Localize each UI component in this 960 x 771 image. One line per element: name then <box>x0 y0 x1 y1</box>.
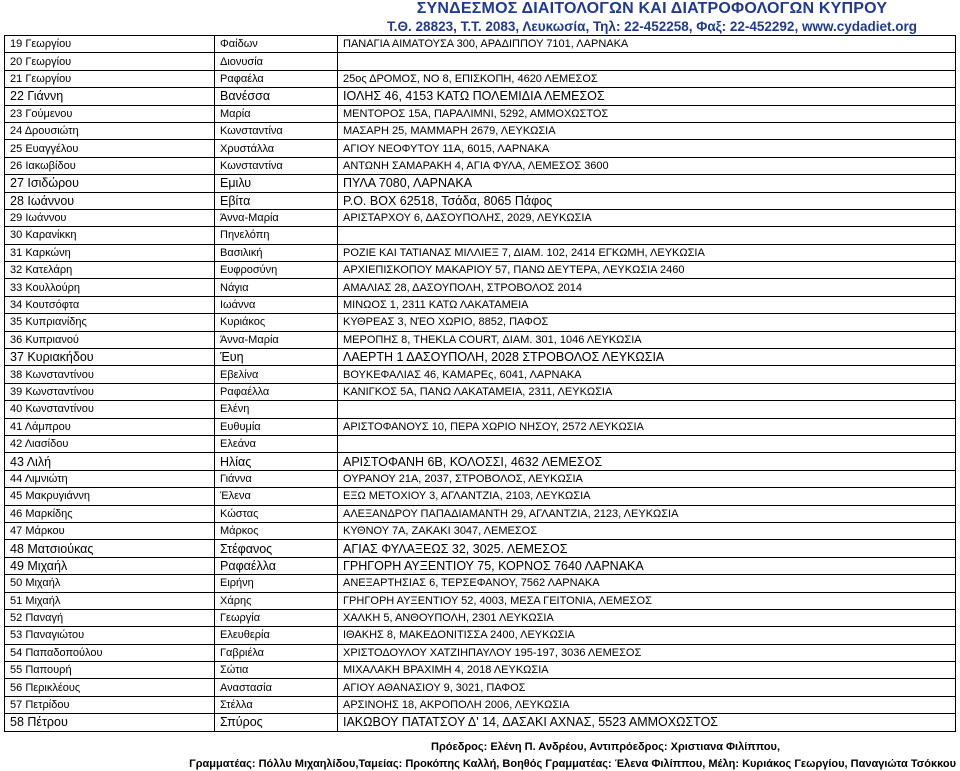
member-surname: Παναγή <box>25 612 64 625</box>
member-number-surname-cell <box>5 488 215 505</box>
member-number: 27 <box>10 176 24 191</box>
member-surname: Πετρίδου <box>25 699 70 712</box>
member-surname: Καρκώνη <box>25 246 71 259</box>
member-address: ΙΑΚΩΒΟΥ ΠΑΤΑΤΣΟΥ Δ' 14, ΔΑΣΑΚΙ ΑΧΝΑΣ, 5523 ΑΜΜΟΧΩΣΤΟΣ <box>338 714 956 731</box>
member-number: 44 <box>10 472 23 485</box>
member-address: ΑΝΤΩΝΗ ΣΑΜΑΡΑΚΗ 4, ΑΓΙΑ ΦΥΛΑ, ΛΕΜΕΣΟΣ 3600 <box>338 157 956 174</box>
member-first-name: Κώστας <box>215 505 338 522</box>
member-surname: Πέτρου <box>27 715 68 730</box>
member-surname: Κυριακήδου <box>27 350 94 365</box>
member-surname: Κουλλούρη <box>25 281 80 294</box>
member-number-surname-cell <box>5 609 215 626</box>
table-row <box>5 522 956 539</box>
member-surname: Κατελάρη <box>25 264 73 277</box>
member-first-name: Χρυστάλλα <box>215 140 338 157</box>
footer-officers-line2: Γραμματέας: Πόλλυ Μιχαηλίδου,Ταμείας: Προκόπης Καλλή, Βοηθός Γραμματέας: Έλενα Φιλίππου, Μέλη: Κυριάκος Γεωργίου, Παναγιώτα Τσόκκου <box>189 758 956 770</box>
member-first-name: Ευφροσύνη <box>215 262 338 279</box>
member-number: 46 <box>10 507 23 520</box>
member-address: ΒΟΥΚΕΦΑΛΙΑΣ 46, ΚΑΜΑΡΕς, 6041, ΛΑΡΝΑΚΑ <box>338 366 956 383</box>
member-number: 31 <box>10 246 23 259</box>
member-first-name: Στέφανος <box>215 540 338 557</box>
member-number-surname-cell <box>5 122 215 139</box>
member-surname: Ευαγγέλου <box>25 142 79 155</box>
member-number-surname-cell <box>5 296 215 313</box>
member-first-name: Μάρκος <box>215 522 338 539</box>
member-number-surname-cell <box>5 575 215 592</box>
member-address: ΙΟΛΗΣ 46, 4153 ΚΑΤΩ ΠΟΛΕΜΙΔΙΑ ΛΕΜΕΣΟΣ <box>338 88 956 105</box>
member-number: 37 <box>10 350 24 365</box>
member-number: 56 <box>10 681 23 694</box>
member-number: 43 <box>10 454 24 469</box>
table-row <box>5 557 956 574</box>
member-first-name: Έυη <box>215 349 338 366</box>
member-number-surname-cell <box>5 314 215 331</box>
member-address: ΟΥΡΑΝΟΥ 21Α, 2037, ΣΤΡΟΒΟΛΟΣ, ΛΕΥΚΩΣΙΑ <box>338 470 956 487</box>
member-first-name: Σώτια <box>215 662 338 679</box>
member-number-surname-cell <box>5 714 215 731</box>
member-first-name: Εβελίνα <box>215 366 338 383</box>
member-surname: Μάρκου <box>25 525 65 538</box>
member-surname: Μαρκίδης <box>25 507 73 520</box>
member-number: 35 <box>10 316 23 329</box>
table-row <box>5 696 956 713</box>
member-address: ΑΡΣΙΝΟΗΣ 18, ΑΚΡΟΠΟΛΗ 2006, ΛΕΥΚΩΣΙΑ <box>338 696 956 713</box>
table-row <box>5 331 956 348</box>
member-surname: Λιασίδου <box>24 438 69 451</box>
member-first-name: Κωνσταντίνα <box>215 157 338 174</box>
member-number-surname-cell <box>5 209 215 226</box>
member-first-name: Πηνελόπη <box>215 227 338 244</box>
member-surname: Κωνσταντίνου <box>25 403 94 416</box>
member-address: ΚΥΘΝΟΥ 7Α, ΖΑΚΑΚΙ 3047, ΛΕΜΕΣΟΣ <box>338 522 956 539</box>
member-first-name: Σπύρος <box>215 714 338 731</box>
table-row <box>5 418 956 435</box>
member-number: 41 <box>10 420 23 433</box>
member-first-name: Ραφαέλα <box>215 70 338 87</box>
table-row <box>5 366 956 383</box>
member-number: 29 <box>10 212 23 225</box>
member-number: 28 <box>10 193 24 208</box>
member-number: 32 <box>10 264 23 277</box>
member-first-name: Ευθυμία <box>215 418 338 435</box>
member-number-surname-cell <box>5 401 215 418</box>
member-number: 52 <box>10 612 23 625</box>
member-address: ΠΥΛΑ 7080, ΛΑΡΝΑΚΑ <box>338 175 956 192</box>
member-first-name: Κωνσταντίνα <box>215 122 338 139</box>
member-first-name: Βασιλική <box>215 244 338 261</box>
member-surname: Παναγιώτου <box>25 629 85 642</box>
member-address <box>338 401 956 418</box>
member-number-surname-cell <box>5 627 215 644</box>
member-address: ΧΡΙΣΤΟΔΟΥΛΟΥ ΧΑΤΖΙΗΠΑΥΛΟΥ 195-197, 3036 ΛΕΜΕΣΟΣ <box>338 644 956 661</box>
member-first-name: Γεωργία <box>215 609 338 626</box>
member-number-surname-cell <box>5 140 215 157</box>
member-number: 48 <box>10 541 24 556</box>
member-surname: Περικλέους <box>25 681 81 694</box>
member-number-surname-cell <box>5 557 215 574</box>
member-first-name: Χάρης <box>215 592 338 609</box>
table-row <box>5 175 956 192</box>
member-surname: Κουτσόφτα <box>25 299 80 312</box>
member-number-surname-cell <box>5 262 215 279</box>
table-row <box>5 105 956 122</box>
table-row <box>5 383 956 400</box>
member-address: Ρ.Ο. ΒΟΧ 62518, Τσάδα, 8065 Πάφος <box>338 192 956 209</box>
table-row <box>5 192 956 209</box>
member-address: ΓΡΗΓΟΡΗ ΑΥΞΕΝΤΙΟΥ 75, ΚΟΡΝΟΣ 7640 ΛΑΡΝΑΚΑ <box>338 557 956 574</box>
member-number-surname-cell <box>5 53 215 70</box>
table-row <box>5 453 956 470</box>
member-address <box>338 53 956 70</box>
member-first-name: Κυριάκος <box>215 314 338 331</box>
member-number: 42 <box>10 438 23 451</box>
member-surname: Μακρυγιάννη <box>25 490 91 503</box>
member-address: ΑΓΙΟΥ ΑΘΑΝΑΣΙΟΥ 9, 3021, ΠΑΦΟΣ <box>338 679 956 696</box>
member-surname: Δρουσιώτη <box>24 125 79 138</box>
member-number-surname-cell <box>5 435 215 452</box>
member-number-surname-cell <box>5 88 215 105</box>
member-number: 53 <box>10 629 23 642</box>
member-number: 25 <box>10 142 23 155</box>
member-first-name: Ιωάννα <box>215 296 338 313</box>
member-first-name: Ελένη <box>215 401 338 418</box>
member-address: ΑΛΕΞΑΝΔΡΟΥ ΠΑΠΑΔΙΑΜΑΝΤΗ 29, ΑΓΛΑΝΤΖΙΑ, 2123, ΛΕΥΚΩΣΙΑ <box>338 505 956 522</box>
member-number: 38 <box>10 368 23 381</box>
member-number: 51 <box>10 594 23 607</box>
member-surname: Λιμνιώτη <box>24 472 68 485</box>
table-row <box>5 314 956 331</box>
table-row <box>5 122 956 139</box>
member-address: ΑΡΙΣΤΑΡΧΟΥ 6, ΔΑΣΟΥΠΟΛΗΣ, 2029, ΛΕΥΚΩΣΙΑ <box>338 209 956 226</box>
table-row <box>5 349 956 366</box>
member-surname: Καρανίκκη <box>25 229 77 242</box>
member-number: 49 <box>10 558 24 573</box>
member-surname: Κυπριανίδης <box>25 316 87 329</box>
table-row <box>5 714 956 731</box>
member-first-name: Εμιλυ <box>215 175 338 192</box>
footer-officers-line1: Πρόεδρος: Ελένη Π. Ανδρέου, Αντιπρόεδρος: Χριστιανα Φιλίππου, <box>431 741 780 753</box>
table-row <box>5 88 956 105</box>
member-first-name: Αναστασία <box>215 679 338 696</box>
member-address: ΙΘΑΚΗΣ 8, ΜΑΚΕΔΟΝΙΤΙΣΣΑ 2400, ΛΕΥΚΩΣΙΑ <box>338 627 956 644</box>
member-number-surname-cell <box>5 366 215 383</box>
member-address: ΓΡΗΓΟΡΗ ΑΥΞΕΝΤΙΟΥ 52, 4003, ΜΕΣΑ ΓΕΙΤΟΝΙΑ, ΛΕΜΕΣΟΣ <box>338 592 956 609</box>
member-surname: Κωνσταντίνου <box>25 368 94 381</box>
member-number-surname-cell <box>5 592 215 609</box>
member-number-surname-cell <box>5 349 215 366</box>
member-surname: Παπουρή <box>25 664 72 677</box>
member-number: 34 <box>10 299 23 312</box>
member-surname: Μιχαήλ <box>27 558 68 573</box>
member-number: 39 <box>10 386 23 398</box>
member-number: 21 <box>10 72 23 85</box>
member-number: 22 <box>10 89 24 104</box>
table-row <box>5 505 956 522</box>
association-contact: Τ.Θ. 28823, Τ.Τ. 2083, Λευκωσία, Τηλ: 22-452258, Φαξ: 22-452292, www.cydadiet.org <box>387 19 917 34</box>
member-address: ΡΟΖΙΕ ΚΑΙ ΤΑΤΙΑΝΑΣ ΜΙΛΛΙΕΞ 7, ΔΙΑΜ. 102, 2414 ΕΓΚΩΜΗ, ΛΕΥΚΩΣΙΑ <box>338 244 956 261</box>
table-row <box>5 296 956 313</box>
member-number: 40 <box>10 403 23 416</box>
member-number-surname-cell <box>5 662 215 679</box>
member-first-name: Φαίδων <box>215 36 338 53</box>
table-row <box>5 209 956 226</box>
table-row <box>5 662 956 679</box>
member-address: ΑΓΙΑΣ ΦΥΛΑΞΕΩΣ 32, 3025. ΛΕΜΕΣΟΣ <box>338 540 956 557</box>
member-surname: Γιάννη <box>27 89 64 104</box>
member-number-surname-cell <box>5 279 215 296</box>
member-number: 54 <box>10 646 23 659</box>
member-first-name: Ελεάνα <box>215 435 338 452</box>
member-number: 20 <box>10 55 23 68</box>
member-number: 55 <box>10 664 23 677</box>
table-row <box>5 488 956 505</box>
member-number: 58 <box>10 715 24 730</box>
table-row <box>5 36 956 53</box>
member-number-surname-cell <box>5 36 215 53</box>
member-address: ΜΙΧΑΛΑΚΗ ΒΡΑΧΙΜΗ 4, 2018 ΛΕΥΚΩΣΙΑ <box>338 662 956 679</box>
member-number-surname-cell <box>5 331 215 348</box>
member-address: ΑΝΕΞΑΡΤΗΣΙΑΣ 6, ΤΕΡΣΕΦΑΝΟΥ, 7562 ΛΑΡΝΑΚΑ <box>338 575 956 592</box>
member-surname: Ματσιούκας <box>27 541 94 556</box>
member-number: 26 <box>10 159 23 172</box>
member-surname: Γεωργίου <box>25 55 72 68</box>
member-number-surname-cell <box>5 175 215 192</box>
table-row <box>5 592 956 609</box>
member-surname: Ιακωβίδου <box>25 159 76 172</box>
member-number-surname-cell <box>5 70 215 87</box>
member-number-surname-cell <box>5 470 215 487</box>
member-number-surname-cell <box>5 418 215 435</box>
member-address: ΜΑΣΑΡΗ 25, ΜΑΜΜΑΡΗ 2679, ΛΕΥΚΩΣΙΑ <box>338 122 956 139</box>
member-number-surname-cell <box>5 505 215 522</box>
member-number: 19 <box>10 38 23 51</box>
member-first-name: Γιάννα <box>215 470 338 487</box>
table-row <box>5 644 956 661</box>
table-row <box>5 227 956 244</box>
association-name: ΣΥΝΔΕΣΜΟΣ ΔΙΑΙΤΟΛΟΓΩΝ ΚΑΙ ΔΙΑΤΡΟΦΟΛΟΓΩΝ ΚΥΠΡΟΥ <box>416 0 888 17</box>
member-surname: Παπαδοπούλου <box>25 646 103 659</box>
table-row <box>5 70 956 87</box>
table-row <box>5 262 956 279</box>
table-row <box>5 435 956 452</box>
member-first-name: Ειρήνη <box>215 575 338 592</box>
member-first-name: Άννα-Μαρία <box>215 331 338 348</box>
member-first-name: Ραφαέλλα <box>215 383 338 400</box>
member-number: 45 <box>10 490 23 503</box>
member-address: ΑΡΙΣΤΟΦΑΝΟΥΣ 10, ΠΕΡΑ ΧΩΡΙΟ ΝΗΣΟΥ, 2572 ΛΕΥΚΩΣΙΑ <box>338 418 956 435</box>
member-surname: Λιλή <box>26 454 52 469</box>
member-surname: Ισιδώρου <box>27 176 79 191</box>
table-row <box>5 401 956 418</box>
member-address: ΑΡΧΙΕΠΙΣΚΟΠΟΥ ΜΑΚΑΡΙΟΥ 57, ΠΑΝΩ ΔΕΥΤΕΡΑ, ΛΕΥΚΩΣΙΑ 2460 <box>338 262 956 279</box>
member-number-surname-cell <box>5 679 215 696</box>
member-surname: Μιχαήλ <box>25 577 61 590</box>
member-number-surname-cell <box>5 453 215 470</box>
member-surname: Ιωάννου <box>25 212 67 225</box>
member-number-surname-cell <box>5 522 215 539</box>
member-surname: Λάμπρου <box>24 420 71 433</box>
members-table-body <box>5 36 956 732</box>
member-number: 50 <box>10 577 23 590</box>
member-number: 24 <box>10 125 23 138</box>
member-surname: Γεωργίου <box>25 72 72 85</box>
member-address: ΧΑΛΚΗ 5, ΑΝΘΟΥΠΟΛΗ, 2301 ΛΕΥΚΩΣΙΑ <box>338 609 956 626</box>
member-number-surname-cell <box>5 192 215 209</box>
table-row <box>5 53 956 70</box>
table-row <box>5 157 956 174</box>
table-row <box>5 540 956 557</box>
member-surname: Μιχαήλ <box>25 594 61 607</box>
member-first-name: Εβίτα <box>215 192 338 209</box>
member-number: 30 <box>10 229 23 242</box>
member-number: 23 <box>10 107 23 120</box>
member-address: ΑΜΑΛΙΑΣ 28, ΔΑΣΟΥΠΟΛΗ, ΣΤΡΟΒΟΛΟΣ 2014 <box>338 279 956 296</box>
member-address: ΚΑΝΙΓΚΟΣ 5Α, ΠΑΝΩ ΛΑΚΑΤΑΜΕΙΑ, 2311, ΛΕΥΚΩΣΙΑ <box>338 383 956 400</box>
table-row <box>5 679 956 696</box>
member-address: 25ος ΔΡΟΜΟΣ, ΝΟ 8, ΕΠΙΣΚΟΠΗ, 4620 ΛΕΜΕΣΟΣ <box>338 70 956 87</box>
member-number-surname-cell <box>5 227 215 244</box>
member-address: ΚΥΘΡΕΑΣ 3, ΝΈΟ ΧΩΡΙΟ, 8852, ΠΑΦΟΣ <box>338 314 956 331</box>
member-address: ΠΑΝΑΓΙΑ ΑΙΜΑΤΟΥΣΑ 300, ΑΡΑΔΙΠΠΟΥ 7101, ΛΑΡΝΑΚΑ <box>338 36 956 53</box>
member-address: ΜΕΝΤΟΡΟΣ 15Α, ΠΑΡΑΛΙΜΝΙ, 5292, ΑΜΜΟΧΩΣΤΟΣ <box>338 105 956 122</box>
member-first-name: Νάγια <box>215 279 338 296</box>
member-first-name: Έλενα <box>215 488 338 505</box>
table-row <box>5 627 956 644</box>
member-number-surname-cell <box>5 157 215 174</box>
member-first-name: Βανέσσα <box>215 88 338 105</box>
member-number-surname-cell <box>5 244 215 261</box>
member-surname: Γούμενου <box>25 107 73 120</box>
member-number-surname-cell <box>5 644 215 661</box>
table-row <box>5 140 956 157</box>
member-number-surname-cell <box>5 383 215 400</box>
member-number-surname-cell <box>5 696 215 713</box>
member-first-name: Γαβριέλα <box>215 644 338 661</box>
member-address: ΜΕΡΟΠΗΣ 8, THEKLA COURT, ΔΙΑΜ. 301, 1046 ΛΕΥΚΩΣΙΑ <box>338 331 956 348</box>
member-first-name: Ελευθερία <box>215 627 338 644</box>
member-first-name: Διονυσία <box>215 53 338 70</box>
member-address <box>338 227 956 244</box>
member-number: 47 <box>10 525 23 538</box>
members-table <box>4 35 956 732</box>
table-row <box>5 244 956 261</box>
member-first-name: Άννα-Μαρία <box>215 209 338 226</box>
member-number-surname-cell <box>5 540 215 557</box>
member-number: 33 <box>10 281 23 294</box>
document-header <box>352 0 952 35</box>
member-surname: Κυπριανού <box>25 333 79 346</box>
member-first-name: Στέλλα <box>215 696 338 713</box>
member-surname: Κωνσταντίνου <box>25 386 94 398</box>
member-address: ΕΞΩ ΜΕΤΟΧΙΟΥ 3, ΑΓΛΑΝΤΖΙΑ, 2103, ΛΕΥΚΩΣΙΑ <box>338 488 956 505</box>
member-first-name: Μαρία <box>215 105 338 122</box>
member-first-name: Ραφαέλλα <box>215 557 338 574</box>
member-address: ΑΡΙΣΤΟΦΑΝΗ 6Β, ΚΟΛΟΣΣΙ, 4632 ΛΕΜΕΣΟΣ <box>338 453 956 470</box>
member-surname: Γεωργίου <box>25 38 72 51</box>
member-address <box>338 435 956 452</box>
member-number: 57 <box>10 699 23 712</box>
member-address: ΑΓΙΟΥ ΝΕΟΦΥΤΟΥ 11Α, 6015, ΛΑΡΝΑΚΑ <box>338 140 956 157</box>
member-address: ΛΑΕΡΤΗ 1 ΔΑΣΟΥΠΟΛΗ, 2028 ΣΤΡΟΒΟΛΟΣ ΛΕΥΚΩΣΙΑ <box>338 349 956 366</box>
table-row <box>5 609 956 626</box>
member-first-name: Ηλίας <box>215 453 338 470</box>
table-row <box>5 279 956 296</box>
table-row <box>5 470 956 487</box>
member-address: ΜΙΝΩΟΣ 1, 2311 ΚΑΤΩ ΛΑΚΑΤΑΜΕΙΑ <box>338 296 956 313</box>
member-number: 36 <box>10 333 23 346</box>
member-surname: Ιωάννου <box>27 193 75 208</box>
member-number-surname-cell <box>5 105 215 122</box>
table-row <box>5 575 956 592</box>
